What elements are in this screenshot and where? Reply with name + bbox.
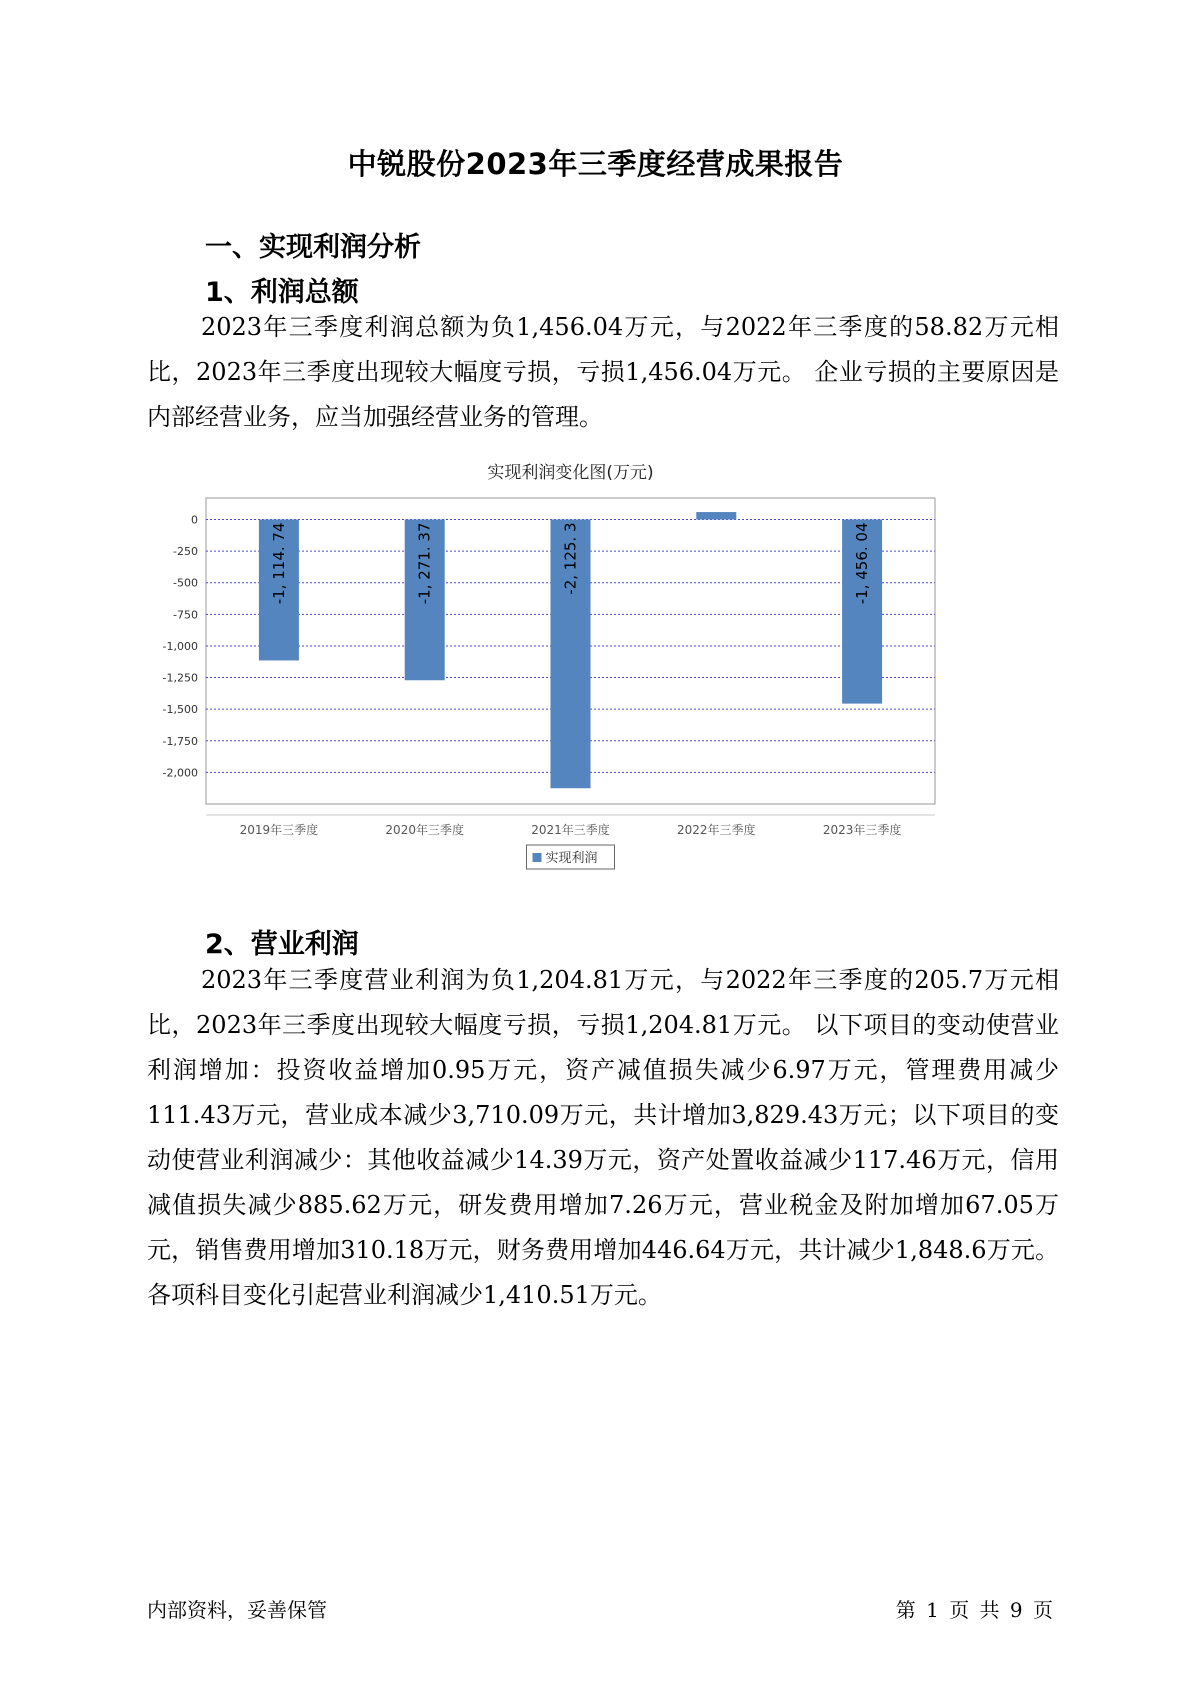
y-tick-label: -500 [173,576,198,590]
x-tick-label: 2022年三季度 [677,823,756,837]
profit-chart-svg [162,463,1028,943]
y-tick-label: -1,250 [162,671,198,685]
legend-swatch [533,853,542,862]
footer-page-number: 第 1 页 共 9 页 [895,1598,1053,1622]
legend-label: 实现利润 [545,851,598,866]
x-tick-label: 2021年三季度 [531,823,610,837]
section-heading: 一、实现利润分析 [205,232,421,263]
chart-title: 实现利润变化图(万元) [487,463,654,483]
footer-confidential: 内部资料，妥善保管 [147,1598,327,1622]
bar-data-label: -2, 125. 3 [561,522,580,595]
bar [696,512,736,519]
x-tick-label: 2019年三季度 [239,823,319,837]
paragraph-total-profit: 2023年三季度利润总额为负1,456.04万元，与2022年三季度的58.82万元相比，2023年三季度出现较大幅度亏损，亏损1,456.04万元。 企业亏损的主要原因是内部经营业务，应当加强经营业务的管理。 [147,313,1059,431]
y-tick-label: -1,500 [162,703,198,717]
bar-data-label: -1, 114. 74 [269,522,288,605]
y-tick-label: -1,000 [162,639,198,653]
y-tick-label: 0 [191,513,198,527]
paragraph-operating-profit: 2023年三季度营业利润为负1,204.81万元，与2022年三季度的205.7万元相比，2023年三季度出现较大幅度亏损，亏损1,204.81万元。 以下项目的变动使营业利润增加：投资收益增加0.95万元，资产减值损失减少6.97万元，管理费用减少111.43万元，营业成本减少3,710.09万元，共计增加3,829.43万元；以下项目的变动使营业利润减少：其他收益减少14.39万元，资产处置收益减少117.46万元，信用减值损失减少885.62万元，研发费用增加7.26万元，营业税金及附加增加67.05万元，销售费用增加310.18万元，财务费用增加446.64万元，共计减少1,848.6万元。各项科目变化引起营业利润减少1,410.51万元。 [147,966,1059,1309]
profit-chart [162,463,1028,943]
bar-data-label: -1, 271. 37 [415,522,434,605]
x-tick-label: 2020年三季度 [385,823,464,837]
subsection-heading-total-profit: 1、利润总额 [205,277,359,308]
y-tick-label: -250 [173,545,198,559]
subsection-heading-operating-profit: 2、营业利润 [205,929,359,960]
x-tick-label: 2023年三季度 [822,823,902,837]
bar-data-label: -1, 456. 04 [853,522,872,605]
y-tick-label: -750 [173,608,198,622]
y-tick-label: -1,750 [162,734,198,748]
y-tick-label: -2,000 [162,766,198,780]
page-title: 中锐股份2023年三季度经营成果报告 [347,147,844,181]
